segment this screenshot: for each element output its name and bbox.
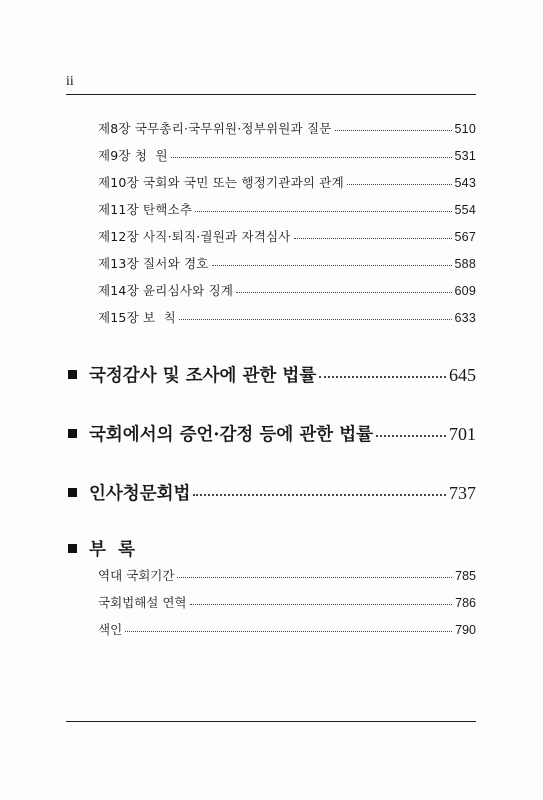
toc-entry-title: 국회법해설 연혁 [98, 595, 187, 610]
toc-entry-chapter-15[interactable] [98, 308, 476, 326]
toc-entry-page: 588 [454, 257, 476, 271]
toc-major-entry-testimony-law[interactable] [68, 421, 476, 446]
leader-dots [125, 631, 452, 632]
square-bullet-icon [68, 488, 77, 497]
toc-major-entry-hearing-law[interactable] [68, 480, 476, 505]
leader-dots [195, 211, 451, 212]
toc-entry-chapter-11[interactable] [98, 200, 476, 218]
leader-dots [236, 292, 451, 293]
leader-dots [347, 184, 452, 185]
toc-major-page: 645 [449, 365, 476, 385]
toc-entry-title: 제9장 청 원 [98, 148, 168, 163]
toc-entry-title: 제12장 사직·퇴직·궐원과 자격심사 [98, 229, 291, 244]
toc-entry-title: 제11장 탄핵소추 [98, 202, 193, 217]
toc-entry-title: 제14장 윤리심사와 징계 [98, 283, 234, 298]
leader-dots [177, 577, 452, 578]
square-bullet-icon [68, 429, 77, 438]
toc-entry-page: 543 [454, 176, 476, 190]
toc-entry-title: 색인 [98, 622, 123, 637]
leader-dots [171, 157, 452, 158]
toc-major-title: 인사청문회법 [89, 484, 191, 504]
toc-major-page: 701 [449, 424, 476, 444]
toc-entry-title: 역대 국회기간 [98, 568, 175, 583]
footer-rule [66, 721, 476, 722]
toc-appendix-item-history[interactable] [98, 593, 476, 611]
toc-entry-chapter-14[interactable] [98, 281, 476, 299]
toc-major-entry-audit-law[interactable] [68, 362, 476, 387]
toc-entry-title: 제8장 국무총리·국무위원·정부위원과 질문 [98, 121, 332, 136]
toc-major-title: 국회에서의 증언·감정 등에 관한 법률 [89, 425, 374, 445]
toc-entry-page: 786 [455, 596, 476, 610]
toc-appendix-item-sessions[interactable] [98, 566, 476, 584]
leader-dots [212, 265, 452, 266]
toc-entry-chapter-10[interactable] [98, 173, 476, 191]
toc-entry-page: 531 [454, 149, 476, 163]
toc-entry-title: 제10장 국회와 국민 또는 행정기관과의 관계 [98, 175, 344, 190]
toc-entry-page: 567 [454, 230, 476, 244]
leader-dots [335, 130, 452, 131]
square-bullet-icon [68, 370, 77, 379]
leader-dots [294, 238, 452, 239]
leader-dots [190, 604, 453, 605]
leader-dots [179, 319, 452, 320]
toc-major-title: 국정감사 및 조사에 관한 법률 [89, 366, 317, 386]
toc-appendix-heading[interactable] [68, 536, 476, 561]
toc-entry-title: 제15장 보 칙 [98, 310, 176, 325]
leader-dots [193, 494, 446, 496]
toc-entry-title: 제13장 질서와 경호 [98, 256, 209, 271]
toc-entry-page: 790 [455, 623, 476, 637]
leader-dots [319, 376, 446, 378]
page-number: ii [66, 74, 74, 89]
appendix-title: 부 록 [89, 540, 135, 560]
toc-entry-chapter-13[interactable] [98, 254, 476, 272]
toc-entry-page: 609 [454, 284, 476, 298]
toc-major-page: 737 [449, 483, 476, 503]
toc-appendix-item-index[interactable] [98, 620, 476, 638]
toc-entry-chapter-12[interactable] [98, 227, 476, 245]
leader-dots [376, 435, 446, 437]
toc-entry-page: 785 [455, 569, 476, 583]
square-bullet-icon [68, 544, 77, 553]
toc-entry-page: 633 [454, 311, 476, 325]
header-rule [66, 94, 476, 95]
toc-entry-page: 554 [454, 203, 476, 217]
toc-entry-chapter-8[interactable] [98, 119, 476, 137]
toc-entry-page: 510 [454, 122, 476, 136]
toc-entry-chapter-9[interactable] [98, 146, 476, 164]
